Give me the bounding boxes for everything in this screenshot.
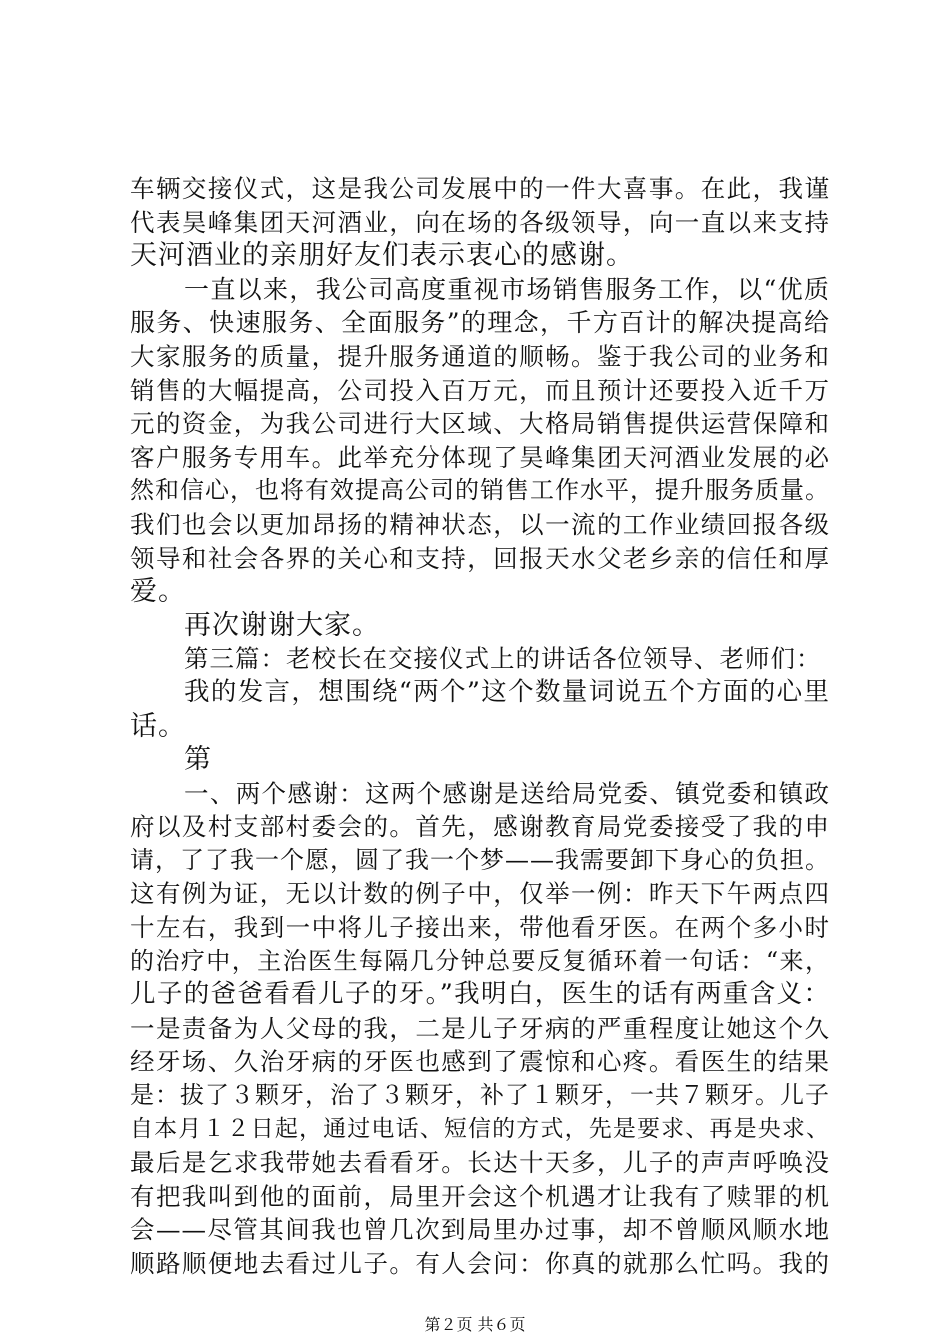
page-number-label: 第２页 共６页 (424, 1315, 526, 1334)
text-line: 我的发言，想围绕“两个”这个数量词说五个方面的心里 (184, 676, 830, 707)
text-line: 府以及村支部村委会的。首先，感谢教育局党委接受了我的申 (130, 812, 830, 842)
text-line: 服务、快速服务、全面服务”的理念，千方百计的解决提高给 (130, 308, 830, 338)
text-line: 销售的大幅提高，公司投入百万元，而且预计还要投入近千万 (130, 375, 830, 405)
text-line: 经牙场、久治牙病的牙医也感到了震惊和心疼。看医生的结果 (130, 1047, 830, 1077)
text-line: 元的资金，为我公司进行大区域、大格局销售提供运营保障和 (130, 409, 830, 439)
text-line: 会——尽管其间我也曾几次到局里办过事，却不曾顺风顺水地 (130, 1215, 830, 1245)
document-body (130, 172, 830, 1281)
text-line: 一是责备为人父母的我，二是儿子牙病的严重程度让她这个久 (130, 1013, 830, 1043)
text-line: 的治疗中，主治医生每隔几分钟总要反复循环着一句话：“来， (130, 946, 830, 975)
text-line: 请，了了我一个愿，圆了我一个梦——我需要卸下身心的负担。 (130, 845, 830, 874)
text-line: 代表昊峰集团天河酒业，向在场的各级领导，向一直以来支持 (130, 207, 830, 237)
text-line: 最后是乞求我带她去看看牙。长达十天多，儿子的声声呼唤没 (130, 1148, 830, 1178)
text-line: 儿子的爸爸看看儿子的牙。”我明白，医生的话有两重含义： (130, 979, 830, 1010)
text-line: 大家服务的质量，提升服务通道的顺畅。鉴于我公司的业务和 (130, 341, 830, 371)
text-line: 十左右，我到一中将儿子接出来，带他看牙医。在两个多小时 (130, 913, 830, 943)
text-line: 第 (184, 744, 212, 776)
text-line: 我们也会以更加昂扬的精神状态，以一流的工作业绩回报各级 (130, 509, 830, 539)
text-line: 第三篇：老校长在交接仪式上的讲话各位领导、老师们： (184, 644, 822, 674)
text-line: 客户服务专用车。此举充分体现了昊峰集团天河酒业发展的必 (130, 442, 830, 472)
text-line: 这有例为证，无以计数的例子中，仅举一例：昨天下午两点四 (130, 879, 830, 909)
page-footer (0, 1312, 950, 1335)
text-line: 顺路顺便地去看过儿子。有人会问：你真的就那么忙吗。我的 (130, 1249, 830, 1278)
text-line: 车辆交接仪式，这是我公司发展中的一件大喜事。在此，我谨 (130, 174, 830, 203)
text-line: 自本月１２日起，通过电话、短信的方式，先是要求、再是央求、 (130, 1115, 830, 1142)
text-line: 是：拔了３颗牙，治了３颗牙，补了１颗牙，一共７颗牙。儿子 (130, 1081, 830, 1110)
text-line: 话。 (130, 710, 186, 742)
text-line: 一直以来，我公司高度重视市场销售服务工作，以“优质 (184, 274, 830, 304)
text-line: 天河酒业的亲朋好友们表示衷心的感谢。 (130, 240, 634, 272)
text-line: 爱。 (130, 576, 186, 608)
text-line: 一、两个感谢：这两个感谢是送给局党委、镇党委和镇政 (184, 778, 830, 808)
text-line: 有把我叫到他的面前，局里开会这个机遇才让我有了赎罪的机 (130, 1181, 830, 1211)
text-line: 领导和社会各界的关心和支持，回报天水父老乡亲的信任和厚 (130, 543, 830, 573)
text-line: 然和信心，也将有效提高公司的销售工作水平，提升服务质量。 (130, 476, 830, 505)
text-line: 再次谢谢大家。 (184, 609, 380, 641)
